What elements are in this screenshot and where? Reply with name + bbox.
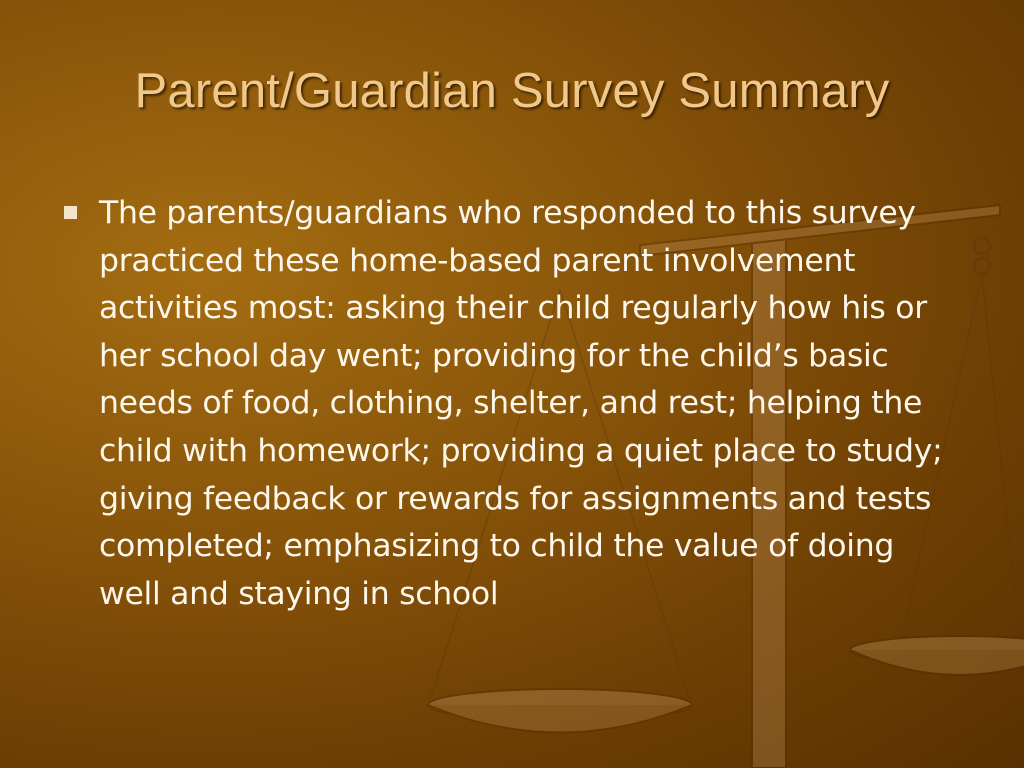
slide-title: Parent/Guardian Survey Summary xyxy=(134,64,890,118)
bullet-list xyxy=(64,190,964,618)
square-bullet-icon xyxy=(64,206,77,219)
bullet-text: The parents/guardians who responded to this survey practiced these home-based parent involvement activities most: asking their child regularly how his or her school day went; providing for the child’s basic needs of food, clothing, shelter, and rest; helping the child with homework; providing a quiet place to study; giving feedback or rewards for assignments and tests completed; emphasizing to child the value of doing well and staying in school xyxy=(99,195,943,612)
bullet-item xyxy=(64,190,964,618)
